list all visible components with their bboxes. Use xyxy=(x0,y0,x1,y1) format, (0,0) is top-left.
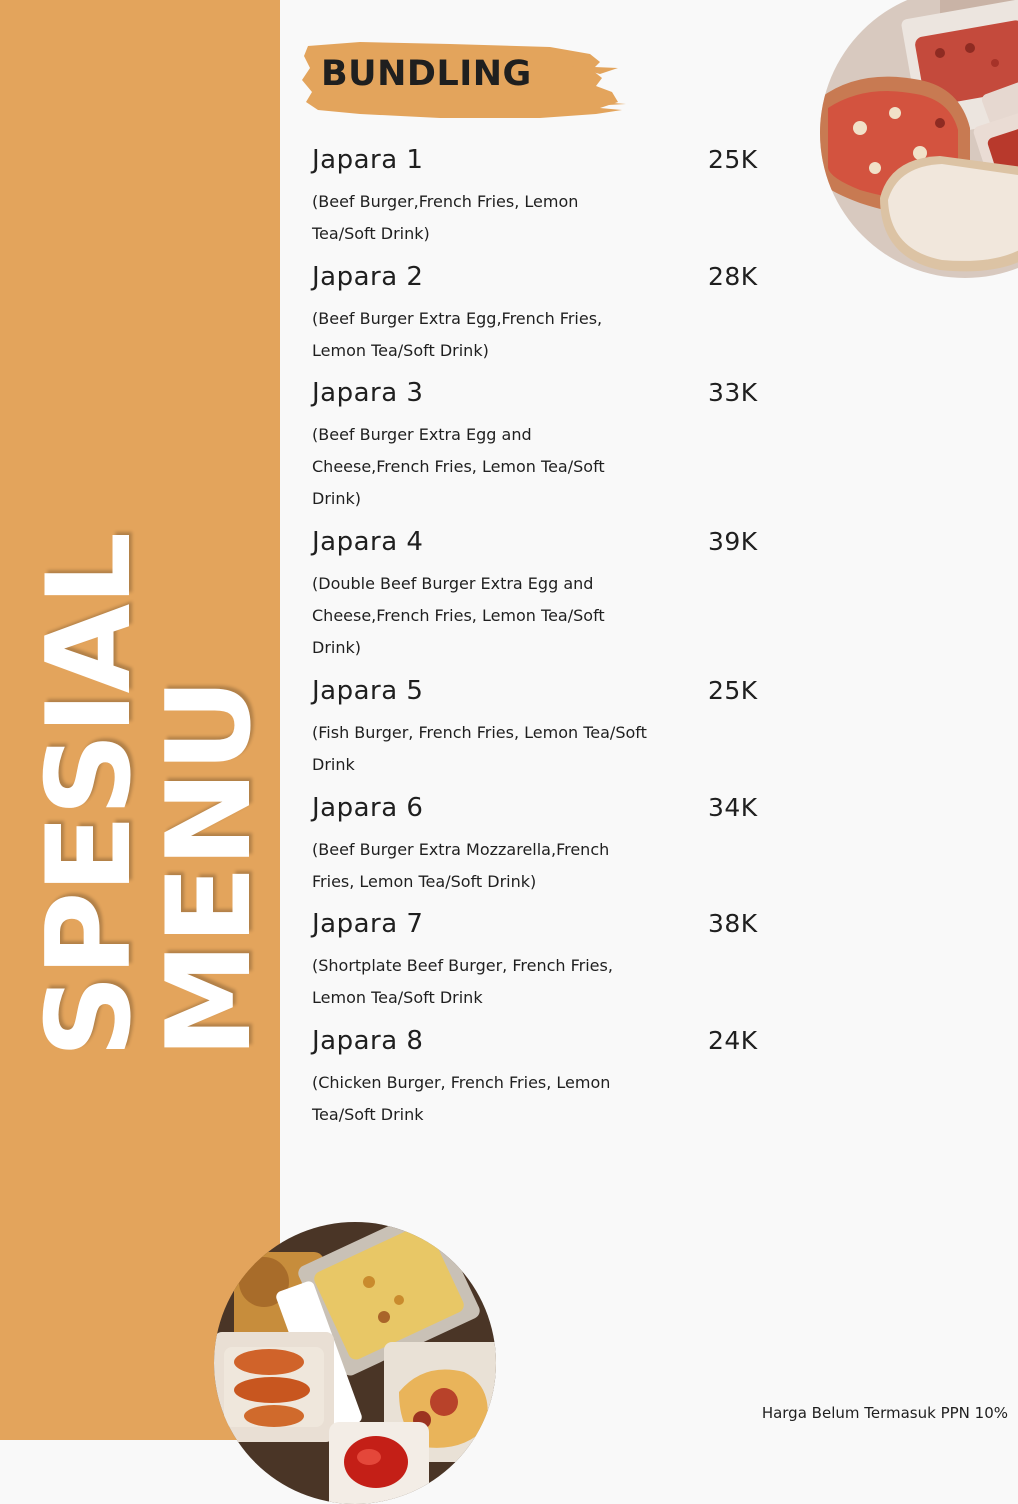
food-photo-pizza xyxy=(820,0,1018,278)
menu-item-price: 34K xyxy=(708,793,758,822)
sidebar-title-spesial: SPESIAL xyxy=(22,533,157,1058)
menu-item-description: (Chicken Burger, French Fries, Lemon Tea/Soft Drink xyxy=(312,1073,611,1124)
menu-item-description: (Double Beef Burger Extra Egg and Cheese,French Fries, Lemon Tea/Soft Drink) xyxy=(312,574,605,657)
menu-item-description: (Fish Burger, French Fries, Lemon Tea/Soft Drink xyxy=(312,723,647,774)
menu-item-description: (Beef Burger Extra Egg,French Fries, Lemon Tea/Soft Drink) xyxy=(312,309,603,360)
menu-item-price: 38K xyxy=(708,909,758,938)
menu-item-name: Japara 7 xyxy=(312,909,424,939)
sidebar-panel xyxy=(0,0,280,1440)
menu-item-name: Japara 6 xyxy=(312,793,424,823)
sidebar-title-menu: MENU xyxy=(142,680,277,1058)
menu-item-name: Japara 2 xyxy=(312,262,424,292)
menu-item-name: Japara 1 xyxy=(312,145,424,175)
menu-item-price: 25K xyxy=(708,145,758,174)
menu-item-price: 25K xyxy=(708,676,758,705)
menu-item-price: 39K xyxy=(708,527,758,556)
menu-item-description: (Beef Burger Extra Mozzarella,French Fries, Lemon Tea/Soft Drink) xyxy=(312,840,610,891)
menu-item-name: Japara 4 xyxy=(312,527,424,557)
menu-item-price: 28K xyxy=(708,262,758,291)
menu-item-description: (Beef Burger Extra Egg and Cheese,French Fries, Lemon Tea/Soft Drink) xyxy=(312,425,605,508)
menu-item-name: Japara 5 xyxy=(312,676,424,706)
menu-item-description: (Shortplate Beef Burger, French Fries, Lemon Tea/Soft Drink xyxy=(312,956,613,1007)
menu-item-price: 24K xyxy=(708,1026,758,1055)
menu-item-price: 33K xyxy=(708,378,758,407)
section-title-bundling: BUNDLING xyxy=(321,54,532,94)
menu-item-name: Japara 3 xyxy=(312,378,424,408)
food-photo-platter xyxy=(214,1222,496,1504)
menu-item-description: (Beef Burger,French Fries, Lemon Tea/Soft Drink) xyxy=(312,192,579,243)
menu-item-name: Japara 8 xyxy=(312,1026,424,1056)
tax-footnote: Harga Belum Termasuk PPN 10% xyxy=(761,1404,1008,1422)
